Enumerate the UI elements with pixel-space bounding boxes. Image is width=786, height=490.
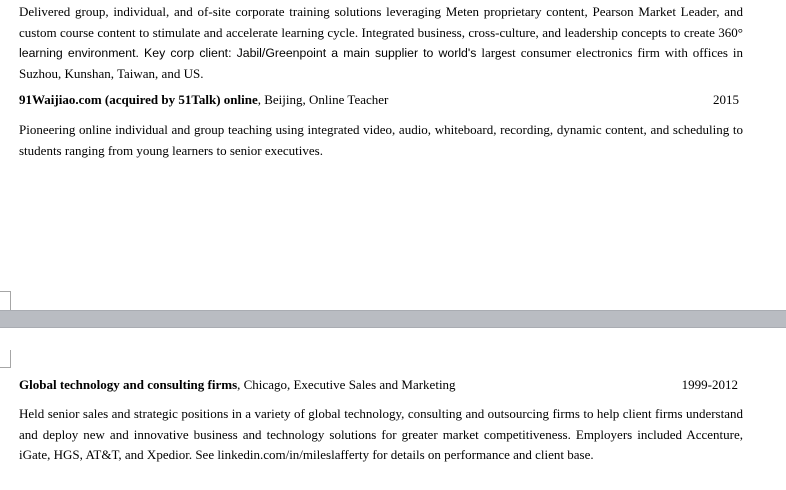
page-break-gap [0, 310, 786, 328]
job-location-role: , Beijing, Online Teacher [257, 92, 389, 107]
employer-name: 91Waijiao.com (acquired by 51Talk) online [19, 92, 258, 107]
employer-name: Global technology and consulting firms [19, 377, 238, 392]
job-year: 2015 [713, 92, 739, 107]
page-corner-marker [0, 291, 11, 310]
job-description-91waijiao: Pioneering online individual and group teaching using integrated video, audio, whiteboard, recording, dynamic content, and scheduling to students ranging from young learners to senior executives. [19, 122, 743, 158]
training-summary-sans-text: learning environment. Key corp client: Jabil/Greenpoint a main supplier to world's [19, 46, 477, 60]
job-location-role: , Chicago, Executive Sales and Marketing [237, 377, 456, 392]
page-corner-marker [0, 350, 11, 368]
training-summary-tail-text: largest consumer electronics firm with offices in Suzhou, Kunshan, Taiwan, and US. [19, 45, 743, 81]
training-summary-serif-text: Delivered group, individual, and of-site corporate training solutions leveraging Meten proprietary content, Pearson Market Leader, and custom course content to stimulate and accelerate learning cycle. Integrated business, cross-culture, and leadership concepts to create 360° [19, 4, 743, 40]
job-year: 1999-2012 [681, 377, 738, 392]
job-heading-91waijiao [19, 91, 739, 109]
job-heading-global-tech [19, 376, 739, 394]
document-page-lower [0, 328, 786, 490]
job-description-global-tech: Held senior sales and strategic positions in a variety of global technology, consulting and outsourcing firms to help client firms understand and deploy new and innovative business and technology solutions for greater market competitiveness. Employers included Accenture, iGate, HGS, AT&T, and Xpedior. See linkedin.com/in/mileslafferty for details on performance and client base. [19, 406, 743, 462]
training-summary-paragraph [19, 2, 743, 84]
